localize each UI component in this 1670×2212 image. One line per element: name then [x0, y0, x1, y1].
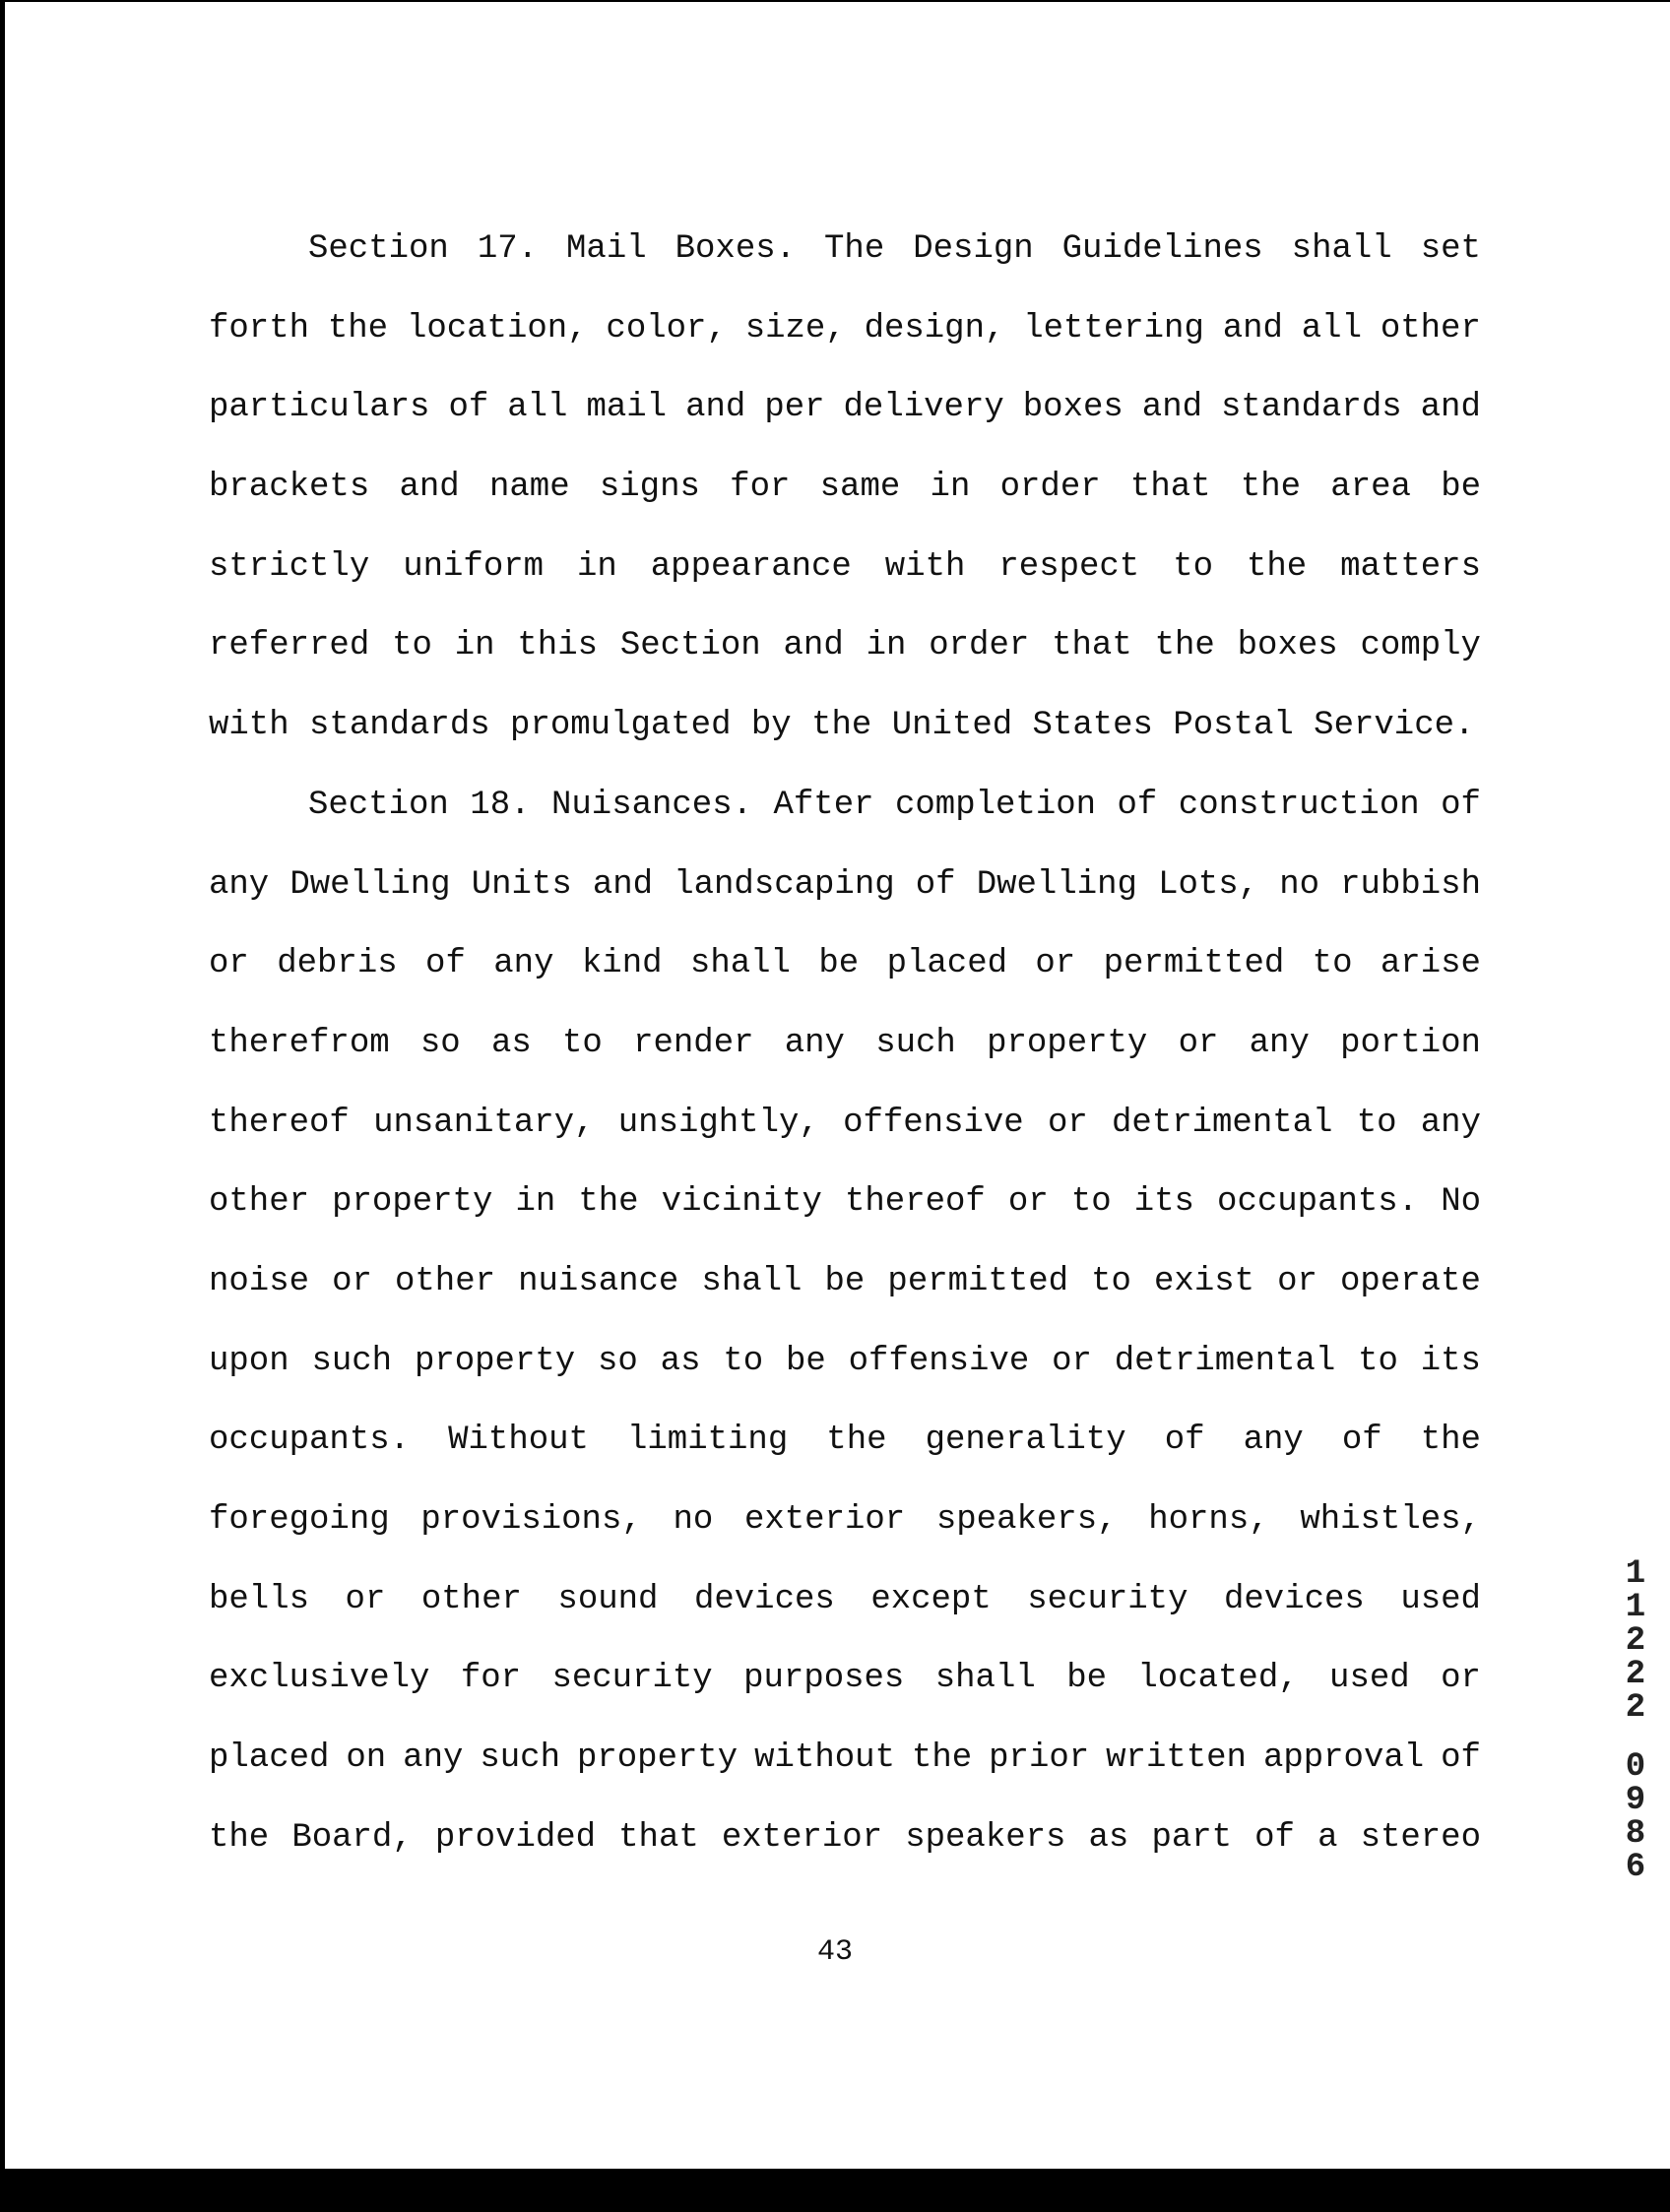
word: except — [870, 1580, 992, 1618]
word: property — [987, 1024, 1148, 1062]
word: debris — [277, 945, 398, 983]
word: 18. — [470, 786, 531, 824]
word: permitted — [887, 1262, 1069, 1300]
word: to — [1070, 1183, 1112, 1222]
word: property — [576, 1739, 739, 1778]
word: Mail — [566, 230, 647, 268]
word: written — [1106, 1739, 1247, 1778]
word: prior — [989, 1739, 1090, 1778]
word: or — [1035, 945, 1076, 983]
word: or — [1441, 1660, 1481, 1698]
word: the — [327, 309, 389, 348]
word: operate — [1340, 1262, 1481, 1300]
text-line — [209, 374, 1481, 454]
word: upon — [209, 1342, 289, 1380]
word: purposes — [743, 1660, 905, 1698]
word: the — [1240, 469, 1302, 507]
word: Section — [308, 786, 449, 824]
word: stereo — [1360, 1818, 1481, 1857]
word: in — [866, 627, 907, 665]
word: and — [399, 469, 460, 507]
word: as — [1088, 1818, 1129, 1857]
word: of — [1254, 1818, 1295, 1857]
word: respect — [998, 547, 1140, 586]
word: any — [403, 1739, 464, 1778]
word: whistles, — [1300, 1501, 1481, 1539]
stamp-digit: 2 — [1625, 1656, 1646, 1693]
word: to — [1356, 1104, 1397, 1142]
word: offensive — [843, 1104, 1024, 1142]
word: in — [515, 1183, 556, 1222]
word: or — [209, 945, 249, 983]
word: mail — [586, 389, 668, 427]
word: Dwelling — [289, 865, 451, 904]
word: placed — [886, 945, 1007, 983]
word: or — [1052, 1342, 1092, 1380]
word: No — [1441, 1183, 1481, 1222]
word: generality — [925, 1422, 1126, 1460]
word: be — [818, 945, 860, 983]
word: referred — [209, 627, 370, 665]
word: to — [1312, 945, 1353, 983]
word: such — [875, 1024, 956, 1062]
word: security — [551, 1660, 713, 1698]
text-line — [209, 216, 1481, 295]
word: and — [1420, 389, 1481, 427]
word: color, — [606, 309, 727, 348]
word: that — [1129, 469, 1211, 507]
text-line — [209, 1486, 1481, 1566]
word: uniform — [403, 547, 545, 586]
word: or — [345, 1580, 386, 1618]
word: limiting — [627, 1422, 789, 1460]
word: or — [1277, 1262, 1317, 1300]
word: exterior — [743, 1501, 906, 1539]
word: used — [1329, 1660, 1410, 1698]
word: Design — [913, 230, 1034, 268]
word: the — [1154, 627, 1215, 665]
word: and — [783, 627, 844, 665]
word: shall — [689, 945, 791, 983]
word: be — [1441, 469, 1481, 507]
word: kind — [581, 945, 663, 983]
text-line — [209, 1248, 1481, 1328]
word: devices — [693, 1580, 835, 1618]
word: used — [1400, 1580, 1481, 1618]
word: render — [633, 1024, 754, 1062]
word: the — [826, 1422, 887, 1460]
word: in — [454, 627, 495, 665]
stamp-digit: 2 — [1625, 1622, 1646, 1660]
word: of — [1441, 1739, 1481, 1778]
scan-left-edge — [0, 0, 5, 2212]
word: construction — [1178, 786, 1420, 824]
word: offensive — [848, 1342, 1030, 1380]
text-line — [209, 772, 1481, 852]
word: size, — [744, 309, 846, 348]
word: matters — [1340, 547, 1481, 586]
stamp-gap — [1618, 1725, 1653, 1750]
word: the — [1246, 547, 1308, 586]
word: signs — [599, 469, 700, 507]
paragraph-section-18 — [209, 772, 1481, 1884]
word: this — [517, 627, 599, 665]
word: on — [346, 1739, 387, 1778]
word: the — [911, 1739, 973, 1778]
word: other — [1380, 309, 1481, 348]
word: Guidelines — [1061, 230, 1263, 268]
word: 17. — [477, 230, 539, 268]
word: Section — [308, 230, 449, 268]
word: and — [1141, 389, 1203, 427]
word: nuisance — [518, 1262, 679, 1300]
word: to — [1091, 1262, 1131, 1300]
word: Units — [471, 865, 572, 904]
word: unsanitary, — [373, 1104, 595, 1142]
word: portion — [1340, 1024, 1481, 1062]
stamp-digit: 8 — [1625, 1815, 1646, 1853]
word: for — [460, 1660, 522, 1698]
word: all — [1301, 309, 1362, 348]
word: per — [764, 389, 825, 427]
word: brackets — [209, 469, 370, 507]
text-line — [209, 612, 1481, 692]
word: other — [395, 1262, 496, 1300]
word: forth — [209, 309, 310, 348]
word: arise — [1380, 945, 1481, 983]
word: shall — [701, 1262, 803, 1300]
word: order — [999, 469, 1101, 507]
word: devices — [1224, 1580, 1365, 1618]
word: unsightly, — [617, 1104, 819, 1142]
word: provided — [434, 1818, 597, 1857]
word: provisions, — [420, 1501, 642, 1539]
word: part — [1151, 1818, 1233, 1857]
word: all — [507, 389, 568, 427]
word: exist — [1154, 1262, 1255, 1300]
word: so — [419, 1024, 461, 1062]
word: property — [414, 1342, 576, 1380]
word: property — [332, 1183, 493, 1222]
stamp-digit: 1 — [1625, 1589, 1646, 1626]
word: design, — [864, 309, 1005, 348]
word: approval — [1262, 1739, 1425, 1778]
word: occupants. — [209, 1422, 411, 1460]
word: foregoing — [209, 1501, 390, 1539]
word: therefrom — [209, 1024, 390, 1062]
word: and — [592, 865, 654, 904]
word: with — [884, 547, 966, 586]
word: exterior — [721, 1818, 883, 1857]
word: Section — [619, 627, 761, 665]
word: detrimental — [1114, 1342, 1336, 1380]
word: of — [1441, 786, 1481, 824]
stamp-digit: 2 — [1625, 1689, 1646, 1727]
recording-stamp-number — [1618, 1557, 1653, 1884]
word: of — [448, 389, 489, 427]
word: be — [1066, 1660, 1107, 1698]
word: any — [1420, 1104, 1481, 1142]
word: and — [1222, 309, 1283, 348]
word: The — [824, 230, 885, 268]
word: or — [1047, 1104, 1088, 1142]
word: speakers, — [935, 1501, 1118, 1539]
word: order — [929, 627, 1030, 665]
word: sound — [557, 1580, 659, 1618]
word: placed — [209, 1739, 330, 1778]
word: speakers — [905, 1818, 1066, 1857]
word: standards — [1221, 389, 1402, 427]
word: horns, — [1148, 1501, 1269, 1539]
word: Nuisances. — [550, 786, 753, 824]
word: area — [1330, 469, 1411, 507]
word: as — [660, 1342, 701, 1380]
word: shall — [1291, 230, 1392, 268]
word: and — [685, 389, 746, 427]
text-line — [209, 1169, 1481, 1248]
word: that — [1052, 627, 1132, 665]
word: to — [723, 1342, 764, 1380]
word: comply — [1360, 627, 1481, 665]
word: shall — [934, 1660, 1036, 1698]
page-number: 43 — [816, 1935, 853, 1969]
text-line — [209, 1645, 1481, 1725]
word: of — [425, 945, 466, 983]
word: for — [730, 469, 791, 507]
word: to — [392, 627, 432, 665]
word: the — [1420, 1422, 1481, 1460]
text-line — [209, 1010, 1481, 1090]
word: rubbish — [1340, 865, 1481, 904]
word: as — [490, 1024, 532, 1062]
word: thereof — [209, 1104, 350, 1142]
text-line — [209, 1328, 1481, 1408]
word: any — [784, 1024, 845, 1062]
stamp-digit: 6 — [1625, 1849, 1646, 1886]
word: located, — [1137, 1660, 1299, 1698]
word: that — [618, 1818, 699, 1857]
word: so — [598, 1342, 638, 1380]
word: a — [1317, 1818, 1338, 1857]
text-line — [209, 1566, 1481, 1646]
word: After — [773, 786, 874, 824]
word: its — [1420, 1342, 1481, 1380]
word: without — [754, 1739, 895, 1778]
word: the — [209, 1818, 270, 1857]
document-body — [209, 216, 1481, 1883]
word: or — [1007, 1183, 1049, 1222]
word: to — [562, 1024, 603, 1062]
word: same — [819, 469, 901, 507]
text-line — [209, 930, 1481, 1010]
stamp-digit: 9 — [1625, 1782, 1646, 1819]
word: location, — [406, 309, 588, 348]
text-line — [209, 1804, 1481, 1884]
word: lettering — [1023, 309, 1204, 348]
word: such — [311, 1342, 393, 1380]
word: to — [1358, 1342, 1398, 1380]
word: any — [493, 945, 554, 983]
word: of — [1164, 1422, 1205, 1460]
word: Board, — [291, 1818, 413, 1857]
word: permitted — [1103, 945, 1285, 983]
word: detrimental — [1112, 1104, 1333, 1142]
word: set — [1420, 230, 1481, 268]
word: other — [420, 1580, 522, 1618]
word: Dwelling — [976, 865, 1137, 904]
word: any — [1243, 1422, 1304, 1460]
stamp-digit: 0 — [1625, 1748, 1646, 1786]
word: landscaping — [674, 865, 895, 904]
text-line — [209, 454, 1481, 534]
text-line — [209, 1407, 1481, 1486]
word: any — [209, 865, 270, 904]
word: completion — [895, 786, 1097, 824]
word: other — [209, 1183, 310, 1222]
word: or — [332, 1262, 372, 1300]
word: security — [1027, 1580, 1188, 1618]
word: strictly — [209, 547, 370, 586]
word: vicinity — [661, 1183, 822, 1222]
word: to — [1173, 547, 1213, 586]
scan-bottom-edge — [0, 2169, 1670, 2212]
word: Without — [448, 1422, 589, 1460]
word: such — [480, 1739, 560, 1778]
paragraph-section-17 — [209, 216, 1481, 772]
text-line — [209, 295, 1481, 375]
word: delivery — [843, 389, 1004, 427]
word: appearance — [650, 547, 852, 586]
word: its — [1133, 1183, 1194, 1222]
word: no — [673, 1501, 714, 1539]
word: particulars — [209, 389, 430, 427]
word: occupants. — [1217, 1183, 1419, 1222]
word: exclusively — [209, 1660, 430, 1698]
word: any — [1249, 1024, 1310, 1062]
word: be — [785, 1342, 826, 1380]
word: boxes — [1237, 627, 1338, 665]
text-line — [209, 1725, 1481, 1804]
word: name — [488, 469, 570, 507]
word: Lots, — [1158, 865, 1259, 904]
stamp-digit: 1 — [1625, 1555, 1646, 1593]
text-line — [209, 852, 1481, 931]
text-line — [209, 1090, 1481, 1169]
word: in — [577, 547, 617, 586]
text-line: with standards promulgated by the United States Postal Service. — [209, 707, 1475, 745]
text-line — [209, 534, 1481, 613]
word: of — [1117, 786, 1158, 824]
word: boxes — [1022, 389, 1124, 427]
word: of — [915, 865, 956, 904]
word: in — [930, 469, 971, 507]
word: the — [578, 1183, 639, 1222]
word: noise — [209, 1262, 310, 1300]
word: Boxes. — [674, 230, 797, 268]
word: no — [1279, 865, 1320, 904]
word: bells — [209, 1580, 310, 1618]
word: thereof — [845, 1183, 986, 1222]
word: be — [824, 1262, 866, 1300]
word: or — [1178, 1024, 1219, 1062]
scan-top-edge — [0, 0, 1670, 2]
word: of — [1341, 1422, 1382, 1460]
